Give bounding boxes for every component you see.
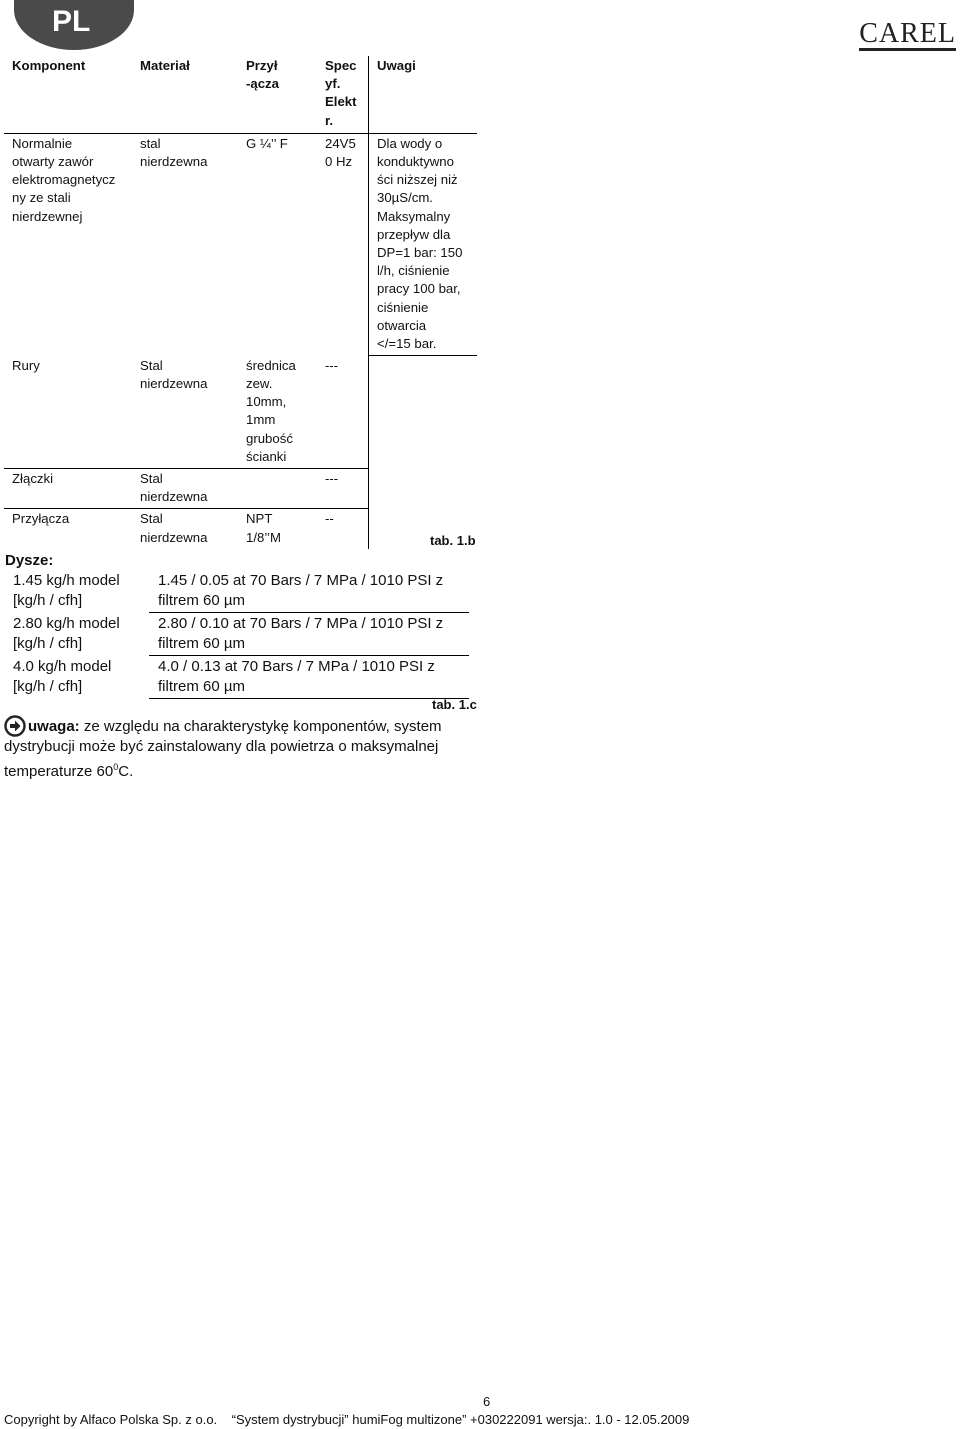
cell: Stal nierdzewna bbox=[140, 511, 208, 545]
table-caption-1b: tab. 1.b bbox=[430, 533, 476, 548]
nozzle-spec: 4.0 / 0.13 at 70 Bars / 7 MPa / 1010 PSI z filtrem 60 µm bbox=[149, 656, 469, 699]
cell: średnica zew. 10mm, 1mm grubość ścianki bbox=[238, 356, 317, 469]
cell: stal nierdzewna bbox=[140, 135, 208, 170]
components-table bbox=[4, 56, 477, 549]
language-badge: PL bbox=[14, 0, 134, 50]
cell: --- bbox=[317, 468, 369, 508]
footer: Copyright by Alfaco Polska Sp. z o.o. “System dystrybucji” humiFog multizone” +030222091 wersja:. 1.0 - 12.05.2009 bbox=[4, 1412, 690, 1427]
header-przylacza: Przył -ącza bbox=[238, 56, 317, 133]
cell: Stal nierdzewna bbox=[132, 356, 238, 469]
cell: Przyłącza bbox=[12, 511, 70, 527]
nozzles-table bbox=[4, 570, 469, 699]
cell: Normalnie otwarty zawór elektromagnetycz ny ze stali nierdzewnej bbox=[12, 135, 116, 224]
cell: --- bbox=[317, 356, 369, 469]
cell bbox=[238, 468, 317, 508]
nozzle-model: 4.0 kg/h model [kg/h / cfh] bbox=[13, 657, 112, 695]
page-number: 6 bbox=[483, 1394, 491, 1409]
header-komponent: Komponent bbox=[4, 56, 132, 133]
table-row bbox=[4, 356, 477, 469]
note-superscript: 0 bbox=[113, 762, 119, 772]
nozzle-model: 2.80 kg/h model [kg/h / cfh] bbox=[13, 614, 120, 652]
brand-logo: CAREL bbox=[859, 18, 956, 49]
cell: -- bbox=[317, 509, 369, 549]
table-row bbox=[4, 613, 469, 656]
cell: G ¼’’ F bbox=[246, 135, 288, 151]
note-label: uwaga: bbox=[28, 718, 80, 735]
table-row bbox=[4, 570, 469, 613]
table-row bbox=[4, 509, 477, 549]
table-row bbox=[4, 656, 469, 699]
cell: Rury bbox=[4, 356, 132, 469]
cell: Stal nierdzewna bbox=[132, 468, 238, 508]
table-caption-1c: tab. 1.c bbox=[432, 697, 477, 712]
header-material: Materiał bbox=[132, 56, 238, 133]
cell: Dla wody o konduktywno ści niższej niż 30µS/cm. Maksymalny przepływ dla DP=1 bar: 150 l/h, ciśnienie pracy 100 bar, ciśnienie otwarcia </=15 bar. bbox=[369, 133, 478, 355]
nozzle-model: 1.45 kg/h model [kg/h / cfh] bbox=[13, 572, 120, 609]
cell: 24V5 0 Hz bbox=[317, 133, 369, 355]
nozzle-spec: 2.80 / 0.10 at 70 Bars / 7 MPa / 1010 PSI z filtrem 60 µm bbox=[149, 613, 469, 656]
header-spec-elektr: Spec yf. Elekt r. bbox=[317, 56, 369, 133]
nozzle-spec: 1.45 / 0.05 at 70 Bars / 7 MPa / 1010 PSI z filtrem 60 µm bbox=[149, 570, 469, 613]
cell bbox=[369, 468, 478, 508]
table-row bbox=[4, 468, 477, 508]
table-row bbox=[4, 133, 477, 355]
warning-note bbox=[4, 715, 474, 782]
note-end: C. bbox=[118, 763, 134, 780]
cell bbox=[369, 356, 478, 469]
arrow-circle-icon bbox=[4, 715, 26, 737]
nozzles-title: Dysze: bbox=[5, 552, 54, 569]
cell: Złączki bbox=[4, 468, 132, 508]
header-uwagi: Uwagi bbox=[369, 56, 478, 133]
note-text: ze względu na charakterystykę komponentów, system dystrybucji może być zainstalowany dla powietrza o maksymalnej temperaturze 60 bbox=[4, 718, 442, 780]
cell: NPT 1/8’’M bbox=[246, 511, 281, 545]
